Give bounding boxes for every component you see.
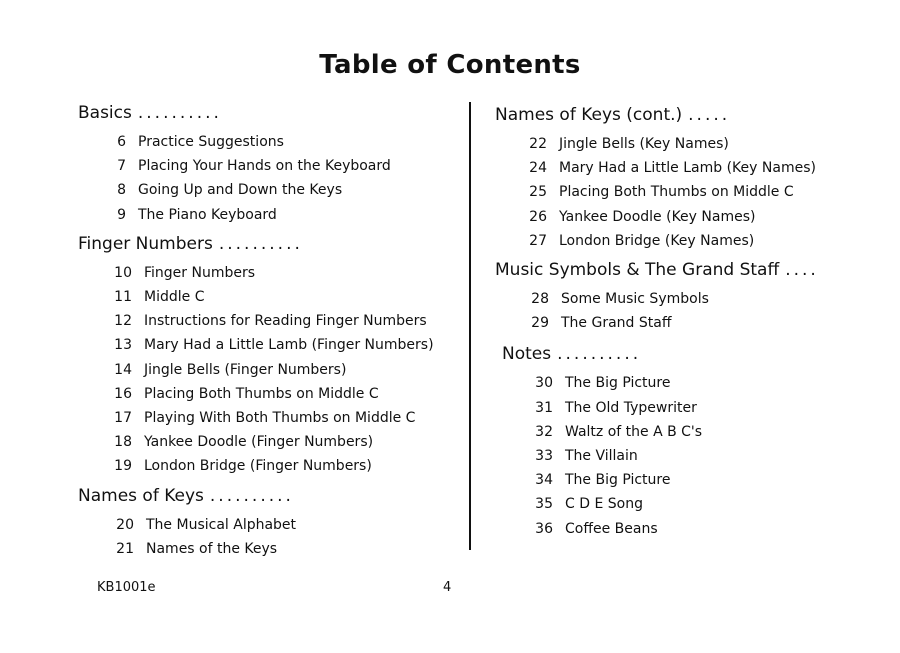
section-heading-dots: .......... — [209, 485, 294, 506]
right-column — [495, 102, 819, 545]
toc-entry — [104, 406, 434, 430]
toc-entry-page: 32 — [535, 423, 553, 440]
toc-entry-page: 8 — [117, 182, 126, 199]
toc-entry-page: 25 — [529, 184, 547, 201]
section-heading — [78, 231, 434, 257]
toc-entry-label: Yankee Doodle (Finger Numbers) — [144, 434, 374, 451]
toc-entry — [104, 382, 434, 406]
toc-entry-label: Mary Had a Little Lamb (Key Names) — [559, 160, 816, 177]
toc-entry-page: 12 — [114, 313, 132, 330]
toc-entry-page: 22 — [529, 136, 547, 152]
page-number: 4 — [443, 580, 452, 595]
toc-entry — [525, 444, 819, 468]
toc-entry-page: 20 — [116, 516, 134, 533]
toc-entry-page: 6 — [117, 134, 126, 150]
toc-entry — [525, 396, 819, 420]
toc-entry-page: 21 — [116, 540, 134, 557]
toc-entry — [106, 513, 434, 537]
toc-entry — [104, 358, 434, 382]
section-heading-text: Finger Numbers — [78, 233, 213, 254]
toc-entry — [104, 333, 434, 357]
toc-entry-page: 36 — [535, 520, 553, 537]
section-heading-text: Notes — [502, 344, 552, 365]
toc-entry — [104, 285, 434, 309]
toc-entry-label: Placing Your Hands on the Keyboard — [138, 158, 391, 175]
toc-entry-page: 31 — [535, 399, 553, 416]
toc-entry-page: 30 — [535, 375, 553, 392]
toc-entry — [525, 492, 819, 516]
toc-entry-label: C D E Song — [565, 496, 643, 513]
toc-entry — [98, 203, 434, 227]
toc-entry — [525, 517, 819, 541]
toc-entry-label: Mary Had a Little Lamb (Finger Numbers) — [144, 337, 434, 354]
toc-entry — [519, 205, 819, 229]
toc-entry — [104, 309, 434, 333]
toc-entry-label: Placing Both Thumbs on Middle C — [559, 184, 794, 201]
toc-entry-page: 28 — [531, 291, 549, 308]
section-heading-dots: .......... — [137, 103, 222, 123]
section-heading — [495, 257, 819, 283]
toc-entry-page: 16 — [114, 385, 132, 402]
toc-entry-page: 29 — [531, 315, 549, 332]
toc-entry-label: Coffee Beans — [565, 520, 658, 537]
toc-entry — [525, 371, 819, 395]
toc-entry-label: The Old Typewriter — [565, 399, 697, 416]
toc-entry — [98, 130, 434, 154]
toc-section-music-symbols — [495, 257, 819, 335]
toc-entry-label: Playing With Both Thumbs on Middle C — [144, 410, 416, 427]
toc-entry-page: 14 — [114, 361, 132, 378]
toc-section-names-of-keys — [78, 483, 434, 561]
section-heading-dots: .... — [785, 260, 819, 281]
toc-entry-label: London Bridge (Key Names) — [559, 232, 755, 249]
section-heading-text: Names of Keys — [78, 485, 204, 506]
toc-entry-page: 7 — [117, 158, 126, 175]
toc-entry-label: The Grand Staff — [561, 315, 672, 332]
toc-entry-label: London Bridge (Finger Numbers) — [144, 458, 372, 475]
section-heading-dots: ..... — [688, 105, 731, 125]
toc-entry — [104, 261, 434, 285]
toc-entry-label: The Musical Alphabet — [146, 516, 297, 533]
toc-entry-label: Instructions for Reading Finger Numbers — [144, 313, 427, 330]
toc-entry-label: Finger Numbers — [144, 264, 256, 281]
toc-entry-page: 17 — [114, 410, 132, 427]
toc-entry-page: 33 — [535, 448, 553, 465]
toc-entry-label: Waltz of the A B C's — [565, 423, 703, 440]
toc-entry — [519, 180, 819, 204]
toc-entry-page: 35 — [535, 496, 553, 513]
toc-entry — [106, 537, 434, 561]
toc-entry-page: 24 — [529, 160, 547, 177]
section-heading — [495, 102, 819, 128]
section-heading — [78, 483, 434, 509]
section-heading-text: Basics — [78, 103, 132, 123]
toc-section-finger-numbers — [78, 231, 434, 479]
page-title: Table of Contents — [319, 50, 581, 80]
toc-entry-label: Jingle Bells (Key Names) — [559, 136, 729, 152]
toc-entry-label: The Big Picture — [565, 472, 671, 489]
toc-entry-label: Yankee Doodle (Key Names) — [559, 208, 756, 225]
toc-entry-page: 11 — [114, 289, 132, 306]
toc-entry-label: Names of the Keys — [146, 540, 278, 557]
toc-entry-label: The Piano Keyboard — [138, 206, 277, 223]
section-heading-text: Names of Keys (cont.) — [495, 105, 683, 125]
section-heading — [495, 341, 819, 367]
toc-entry — [104, 454, 434, 478]
toc-entry-page: 18 — [114, 434, 132, 451]
toc-entry-label: The Big Picture — [565, 375, 671, 392]
toc-entry-label: Jingle Bells (Finger Numbers) — [144, 361, 347, 378]
section-heading-dots: .......... — [557, 344, 642, 365]
section-heading-text: Music Symbols & The Grand Staff — [495, 260, 780, 281]
toc-entry-label: Going Up and Down the Keys — [138, 182, 343, 199]
toc-section-basics — [78, 100, 434, 227]
toc-entry-label: Practice Suggestions — [138, 134, 284, 150]
toc-entry — [521, 311, 819, 335]
toc-entry — [525, 420, 819, 444]
toc-entry-page: 10 — [114, 264, 132, 281]
toc-entry-label: Some Music Symbols — [561, 291, 709, 308]
toc-entry — [98, 178, 434, 202]
toc-entry-label: Placing Both Thumbs on Middle C — [144, 385, 379, 402]
toc-entry — [521, 287, 819, 311]
toc-entry — [98, 154, 434, 178]
left-column — [78, 100, 434, 565]
toc-section-notes — [495, 341, 819, 540]
toc-entry-label: The Villain — [565, 448, 638, 465]
section-heading-dots: .......... — [218, 233, 303, 254]
toc-entry-page: 26 — [529, 208, 547, 225]
toc-entry-page: 27 — [529, 232, 547, 249]
footer-code: KB1001e — [97, 580, 156, 595]
toc-entry-page: 19 — [114, 458, 132, 475]
column-divider — [469, 102, 471, 550]
toc-entry-page: 34 — [535, 472, 553, 489]
toc-entry-label: Middle C — [144, 289, 205, 306]
toc-entry — [525, 468, 819, 492]
toc-entry — [519, 229, 819, 253]
toc-entry-page: 9 — [117, 206, 126, 223]
toc-entry-page: 13 — [114, 337, 132, 354]
toc-entry — [104, 430, 434, 454]
section-heading — [78, 100, 434, 126]
toc-entry — [519, 132, 819, 156]
toc-entry — [519, 156, 819, 180]
toc-section-names-of-keys-cont — [495, 102, 819, 253]
